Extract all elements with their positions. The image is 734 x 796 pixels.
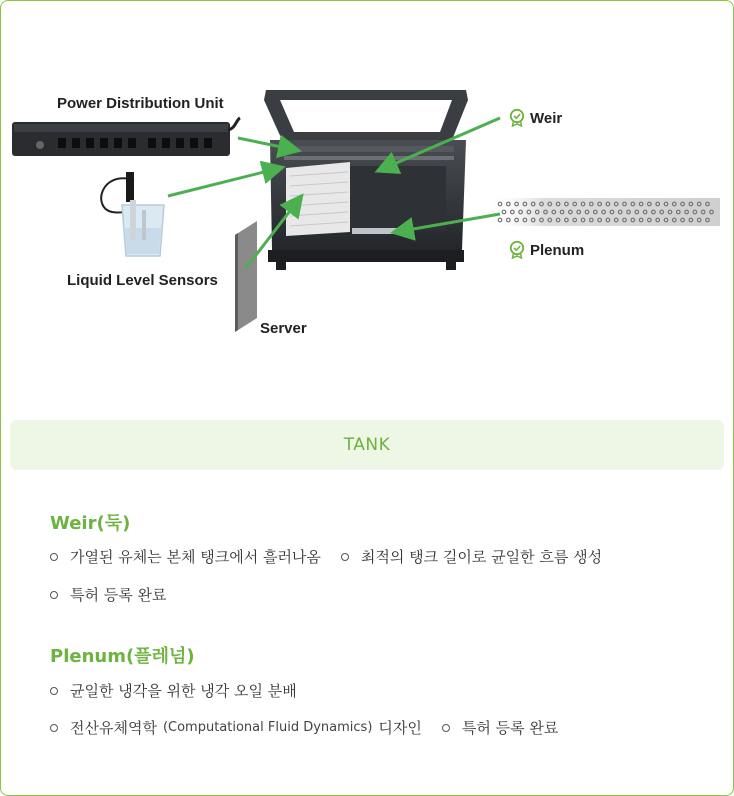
pdu-image xyxy=(12,118,240,156)
plenum-image xyxy=(486,198,720,226)
list-item: 최적의 탱크 길이로 균일한 흐름 생성 xyxy=(341,546,602,567)
circle-bullet-icon xyxy=(341,553,349,561)
pdu-label: Power Distribution Unit xyxy=(57,95,224,112)
plenum-label: Plenum xyxy=(530,242,585,259)
circle-bullet-icon xyxy=(50,553,58,561)
plenum-badge-icon xyxy=(511,242,523,258)
sensor-image xyxy=(101,172,164,256)
weir-section-title: Weir(둑) xyxy=(50,513,131,534)
circle-bullet-icon xyxy=(442,724,450,732)
list-item: 가열된 유체는 본체 탱크에서 흘러나옴 xyxy=(50,546,321,567)
circle-bullet-icon xyxy=(50,687,58,695)
server-label: Server xyxy=(260,320,307,337)
plenum-bullet-row-1 xyxy=(50,680,317,701)
tank-title: TANK xyxy=(343,435,391,455)
weir-badge-icon xyxy=(511,110,523,126)
tank-image xyxy=(264,90,468,270)
plenum-section-title: Plenum(플레넘) xyxy=(50,646,195,667)
server-image xyxy=(235,221,257,332)
weir-label: Weir xyxy=(530,110,563,127)
list-item: 균일한 냉각을 위한 냉각 오일 분배 xyxy=(50,680,297,701)
tank-section-bar xyxy=(10,420,724,470)
list-item: 전산유체역학 (Computational Fluid Dynamics) 디자인 xyxy=(50,717,422,738)
circle-bullet-icon xyxy=(50,591,58,599)
weir-bullet-row-2 xyxy=(50,584,186,605)
circle-bullet-icon xyxy=(50,724,58,732)
plenum-bullet-row-2 xyxy=(50,717,578,738)
list-item: 특허 등록 완료 xyxy=(442,717,558,738)
list-item: 특허 등록 완료 xyxy=(50,584,166,605)
weir-bullet-row-1 xyxy=(50,546,622,567)
sensors-label: Liquid Level Sensors xyxy=(67,272,218,289)
